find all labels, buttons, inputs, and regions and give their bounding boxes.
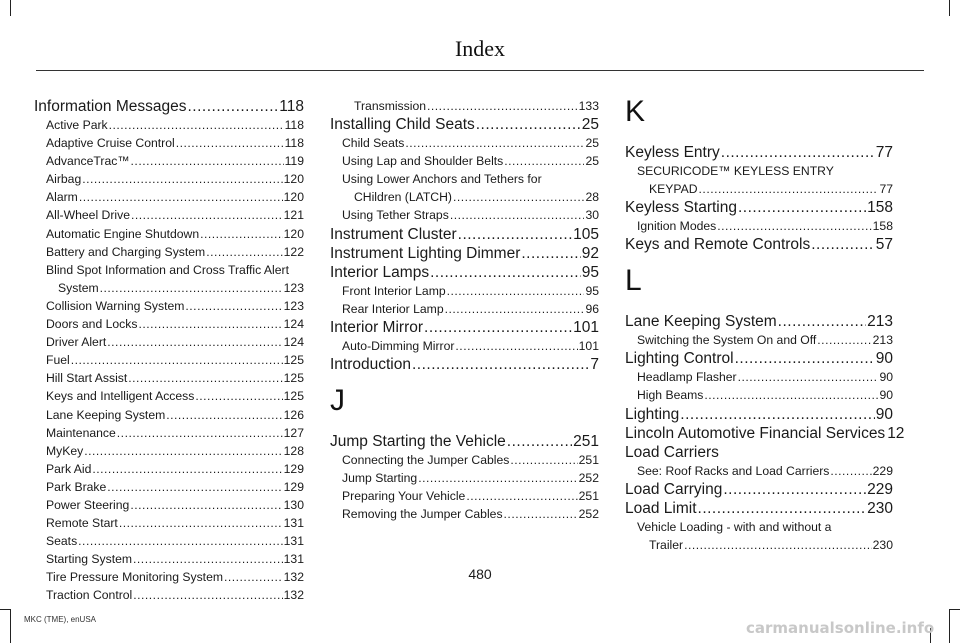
dot-leader (778, 312, 866, 331)
entry-page-number: 131 (283, 534, 304, 549)
section-letter: L (625, 264, 642, 298)
entry-page-number: 125 (283, 353, 304, 368)
entry-label: Instrument Cluster (330, 225, 457, 243)
dot-leader (92, 460, 282, 478)
index-subentry[interactable] (330, 134, 599, 152)
entry-page-number: 252 (578, 470, 599, 485)
entry-page-number: 77 (875, 144, 893, 161)
entry-label: Maintenance (46, 425, 116, 440)
dot-leader (131, 152, 284, 170)
index-subentry[interactable] (330, 97, 599, 115)
entry-label: Hill Start Assist (46, 371, 128, 386)
index-entry[interactable] (330, 355, 599, 374)
entry-label: See: Roof Racks and Load Carriers (637, 463, 830, 478)
entry-page-number: 120 (283, 172, 304, 187)
entry-label: Lane Keeping System (46, 407, 166, 422)
entry-label: Ignition Modes (637, 219, 717, 234)
index-subentry[interactable] (34, 351, 304, 369)
dot-leader (130, 496, 282, 514)
entry-page-number: 92 (581, 244, 599, 262)
entry-label: Lincoln Automotive Financial Services (625, 424, 886, 442)
entry-page-number: 119 (284, 154, 304, 169)
dot-leader (521, 244, 580, 263)
entry-label: Keys and Remote Controls (625, 236, 811, 254)
entry-label: Rear Interior Lamp (342, 301, 444, 316)
entry-label: Park Aid (46, 461, 92, 476)
entry-label: Power Steering (46, 497, 130, 512)
index-subentry[interactable] (34, 333, 304, 351)
entry-page-number: 30 (585, 208, 599, 223)
dot-leader (424, 318, 572, 337)
dot-leader (107, 478, 282, 496)
entry-label: Instrument Lighting Dimmer (330, 244, 521, 262)
dot-leader (119, 514, 283, 532)
index-subentry[interactable] (330, 152, 599, 170)
entry-label: Auto-Dimming Mirror (342, 338, 455, 353)
index-entry-label: Using Lower Anchors and Tethers for (342, 172, 542, 187)
entry-page-number: 158 (872, 219, 893, 234)
index-subentry[interactable] (330, 451, 599, 469)
entry-page-number: 121 (283, 208, 304, 223)
index-entry-label: Blind Spot Information and Cross Traffic Alert (46, 262, 289, 277)
index-entry[interactable] (625, 499, 893, 518)
dot-leader (195, 387, 282, 405)
index-subentry[interactable] (625, 331, 893, 349)
dot-leader (510, 451, 577, 469)
entry-label: Driver Alert (46, 335, 107, 350)
dot-leader (82, 170, 282, 188)
entry-label: Starting System (46, 552, 133, 567)
index-subentry[interactable] (34, 297, 304, 315)
dot-leader (117, 424, 283, 442)
crop-mark-bottom-left-v (10, 609, 11, 643)
entry-page-number: 252 (578, 507, 599, 522)
index-subentry[interactable] (34, 460, 304, 478)
watermark: carmanualsonline.info (746, 619, 935, 637)
entry-label: Information Messages (34, 98, 187, 115)
index-entry[interactable] (330, 244, 599, 263)
entry-page-number: 229 (867, 480, 893, 498)
entry-page-number: 125 (283, 371, 304, 386)
dot-leader (453, 188, 584, 206)
dot-leader (79, 188, 283, 206)
index-subentry[interactable] (330, 206, 599, 224)
index-entry[interactable] (330, 263, 599, 282)
dot-leader (131, 206, 283, 224)
index-entry[interactable] (330, 318, 599, 337)
index-subentry[interactable] (34, 387, 304, 405)
entry-page-number: 128 (283, 443, 304, 458)
entry-page-number: 131 (283, 552, 304, 567)
index-subentry[interactable] (34, 206, 304, 224)
entry-page-number: 12 (887, 424, 905, 442)
index-entry[interactable] (625, 405, 893, 424)
dot-leader (128, 369, 282, 387)
entry-page-number: 129 (283, 479, 304, 494)
entry-page-number: 124 (283, 335, 304, 350)
index-column-2 (330, 97, 599, 523)
index-subentry[interactable] (34, 369, 304, 387)
index-entry[interactable] (330, 225, 599, 244)
crop-mark-bottom-right-v (949, 609, 950, 643)
dot-leader (738, 198, 866, 217)
dot-leader (735, 349, 875, 368)
entry-page-number: 123 (283, 298, 304, 313)
crop-mark-top-left-v (10, 0, 11, 16)
entry-label: Switching the System On and Off (637, 333, 817, 348)
entry-page-number: 25 (585, 136, 599, 151)
entry-label: All-Wheel Drive (46, 208, 130, 223)
entry-label: Keyless Entry (625, 144, 720, 161)
index-column-1 (34, 97, 304, 605)
entry-page-number: 90 (875, 350, 893, 368)
entry-label: Using Tether Straps (342, 208, 449, 223)
index-subentry[interactable] (34, 116, 304, 134)
dot-leader (455, 337, 577, 355)
index-subentry[interactable] (330, 469, 599, 487)
crop-mark-top-right-v (949, 0, 950, 16)
entry-page-number: 90 (875, 405, 893, 423)
entry-label: Battery and Charging System (46, 244, 206, 259)
index-subentry[interactable] (34, 406, 304, 424)
entry-page-number: 120 (283, 190, 304, 205)
dot-leader (109, 116, 284, 134)
dot-leader (185, 297, 282, 315)
entry-label: Using Lap and Shoulder Belts (342, 154, 504, 169)
dot-leader (704, 386, 878, 404)
entry-label: Alarm (46, 190, 78, 205)
dot-leader (188, 97, 279, 116)
dot-leader (684, 536, 872, 554)
dot-leader (699, 180, 879, 198)
dot-leader (738, 368, 879, 386)
entry-label: Adaptive Cruise Control (46, 136, 175, 151)
dot-leader (504, 152, 584, 170)
entry-page-number: 251 (573, 432, 599, 450)
index-entry[interactable] (625, 235, 893, 254)
entry-page-number: 132 (283, 588, 304, 603)
index-subentry[interactable] (34, 134, 304, 152)
dot-leader (830, 462, 871, 480)
entry-label: Collision Warning System (46, 298, 185, 313)
index-entry-label: SECURICODE™ KEYLESS ENTRY (637, 164, 834, 178)
entry-label: Park Brake (46, 479, 107, 494)
entry-label: Airbag (46, 172, 82, 187)
entry-label: Jump Starting (342, 470, 418, 485)
index-entry[interactable] (625, 349, 893, 368)
entry-label: Lighting (625, 405, 680, 423)
index-subentry[interactable] (625, 386, 893, 404)
index-entry-label: Load Carriers (625, 443, 719, 461)
dot-leader (723, 480, 866, 499)
entry-page-number: 122 (283, 244, 304, 259)
entry-page-number: 123 (283, 280, 304, 295)
entry-page-number: 213 (872, 333, 893, 348)
dot-leader (71, 351, 283, 369)
entry-page-number: 251 (578, 489, 599, 504)
dot-leader (698, 499, 867, 518)
entry-page-number: 125 (283, 389, 304, 404)
index-subentry[interactable] (625, 217, 893, 235)
entry-page-number: 230 (867, 499, 893, 517)
entry-label: Preparing Your Vehicle (342, 489, 466, 504)
dot-leader (504, 505, 578, 523)
index-subentry[interactable] (34, 514, 304, 532)
index-subentry[interactable] (625, 462, 893, 480)
index-subentry[interactable] (34, 188, 304, 206)
index-entry[interactable] (625, 198, 893, 217)
dot-leader (100, 279, 283, 297)
entry-label: High Beams (637, 388, 704, 403)
index-subentry[interactable] (330, 300, 599, 318)
index-subentry[interactable] (330, 188, 599, 206)
entry-label: Interior Mirror (330, 318, 424, 336)
entry-page-number: 133 (578, 99, 599, 113)
index-entry[interactable] (34, 97, 304, 116)
index-subentry[interactable] (34, 496, 304, 514)
section-letter: K (625, 95, 646, 128)
entry-page-number: 118 (284, 118, 304, 132)
entry-label: Installing Child Seats (330, 116, 475, 134)
dot-leader (206, 243, 282, 261)
entry-page-number: 130 (283, 497, 304, 512)
entry-page-number: 120 (283, 226, 304, 241)
entry-page-number: 7 (590, 355, 599, 373)
entry-page-number: 118 (284, 136, 304, 151)
dot-leader (476, 115, 581, 134)
dot-leader (507, 432, 572, 451)
dot-leader (138, 315, 282, 333)
index-subentry[interactable] (34, 243, 304, 261)
dot-leader (811, 235, 875, 254)
index-subentry[interactable] (34, 424, 304, 442)
index-subentry[interactable] (34, 442, 304, 460)
index-subentry[interactable] (34, 170, 304, 188)
entry-page-number: 131 (283, 516, 304, 531)
index-subentry[interactable] (34, 279, 304, 297)
entry-label: Load Carrying (625, 480, 723, 498)
index-entry[interactable] (330, 115, 599, 134)
entry-page-number: 158 (867, 199, 893, 217)
dot-leader (418, 469, 577, 487)
entry-page-number: 95 (581, 263, 599, 281)
entry-label: Interior Lamps (330, 263, 430, 281)
entry-page-number: 96 (585, 301, 599, 316)
index-entry[interactable] (625, 312, 893, 331)
index-subentry[interactable] (34, 532, 304, 550)
index-subentry[interactable] (34, 315, 304, 333)
entry-page-number: 90 (879, 370, 893, 385)
section-letter: J (330, 383, 345, 417)
dot-leader (166, 406, 282, 424)
entry-page-number: 124 (283, 317, 304, 332)
entry-page-number: 95 (585, 283, 599, 298)
entry-label: Lane Keeping System (625, 313, 777, 331)
dot-leader (717, 217, 871, 235)
dot-leader (84, 442, 282, 460)
dot-leader (817, 331, 871, 349)
crop-mark-bottom-right-h (950, 609, 960, 610)
entry-label: Doors and Locks (46, 317, 138, 332)
page-number: 480 (468, 566, 492, 582)
entry-label: Removing the Jumper Cables (342, 507, 503, 522)
entry-label: Load Limit (625, 499, 697, 517)
entry-label: Tire Pressure Monitoring System (46, 570, 223, 585)
entry-label: Transmission (354, 99, 427, 113)
entry-page-number: 127 (283, 425, 304, 440)
dot-leader (466, 487, 577, 505)
dot-leader (412, 355, 589, 374)
entry-page-number: 105 (573, 225, 599, 243)
index-subentry[interactable] (330, 487, 599, 505)
footer-doc-id: MKC (TME), enUSA (24, 615, 97, 624)
dot-leader (405, 134, 584, 152)
entry-label: Active Park (46, 118, 108, 132)
entry-label: Lighting Control (625, 350, 734, 368)
entry-page-number: 132 (283, 570, 304, 585)
page-title: Index (454, 36, 506, 61)
entry-label: Child Seats (342, 136, 405, 151)
index-entry[interactable] (625, 424, 905, 443)
entry-page-number: 90 (879, 388, 893, 403)
index-subentry[interactable] (625, 180, 893, 198)
entry-label: KEYPAD (649, 182, 698, 197)
entry-label: Keyless Starting (625, 199, 737, 217)
entry-page-number: 126 (283, 407, 304, 422)
entry-label: Automatic Engine Shutdown (46, 226, 200, 241)
entry-page-number: 25 (585, 154, 599, 169)
index-entry[interactable] (625, 143, 893, 162)
entry-label: Jump Starting the Vehicle (330, 432, 506, 450)
index-subentry[interactable] (34, 225, 304, 243)
dot-leader (458, 225, 572, 244)
entry-label: Introduction (330, 355, 411, 373)
index-subentry[interactable] (330, 282, 599, 300)
index-subentry[interactable] (34, 586, 304, 604)
dot-leader (78, 532, 282, 550)
entry-label: Keys and Intelligent Access (46, 389, 195, 404)
header-divider (36, 70, 924, 71)
entry-label: Trailer (649, 537, 684, 552)
index-subentry[interactable] (330, 337, 599, 355)
entry-label: Seats (46, 534, 78, 549)
index-entry-label: Vehicle Loading - with and without a (637, 519, 832, 534)
entry-page-number: 230 (872, 537, 893, 552)
dot-leader (107, 333, 282, 351)
dot-leader (447, 282, 585, 300)
dot-leader (450, 206, 585, 224)
entry-label: System (58, 280, 99, 295)
entry-page-number: 28 (585, 190, 599, 205)
index-column-3 (625, 95, 905, 554)
dot-leader (427, 97, 578, 115)
entry-label: Front Interior Lamp (342, 283, 446, 298)
entry-page-number: 251 (578, 452, 599, 467)
entry-label: Connecting the Jumper Cables (342, 452, 510, 467)
entry-label: Fuel (46, 353, 70, 368)
entry-label: Headlamp Flasher (637, 370, 737, 385)
entry-label: MyKey (46, 443, 84, 458)
index-subentry[interactable] (34, 152, 304, 170)
entry-label: Remote Start (46, 516, 118, 531)
index-subentry[interactable] (34, 478, 304, 496)
entry-page-number: 213 (867, 313, 893, 331)
entry-page-number: 101 (573, 318, 599, 336)
index-entry[interactable] (625, 480, 893, 499)
entry-page-number: 129 (283, 461, 304, 476)
dot-leader (721, 143, 875, 162)
index-subentry[interactable] (625, 368, 893, 386)
index-subentry[interactable] (625, 536, 893, 554)
entry-label: CHildren (LATCH) (354, 190, 452, 205)
dot-leader (176, 134, 284, 152)
dot-leader (430, 263, 581, 282)
entry-page-number: 57 (875, 236, 893, 254)
index-entry[interactable] (330, 432, 599, 451)
entry-label: Traction Control (46, 588, 133, 603)
index-subentry[interactable] (330, 505, 599, 523)
entry-page-number: 118 (279, 98, 304, 115)
dot-leader (445, 300, 585, 318)
entry-page-number: 25 (581, 116, 599, 134)
dot-leader (200, 225, 283, 243)
entry-page-number: 101 (578, 338, 599, 353)
entry-page-number: 77 (879, 182, 893, 197)
dot-leader (133, 586, 282, 604)
dot-leader (680, 405, 874, 424)
crop-mark-bottom-left-h (0, 609, 10, 610)
entry-label: AdvanceTrac™ (46, 154, 130, 169)
entry-page-number: 229 (872, 463, 893, 478)
